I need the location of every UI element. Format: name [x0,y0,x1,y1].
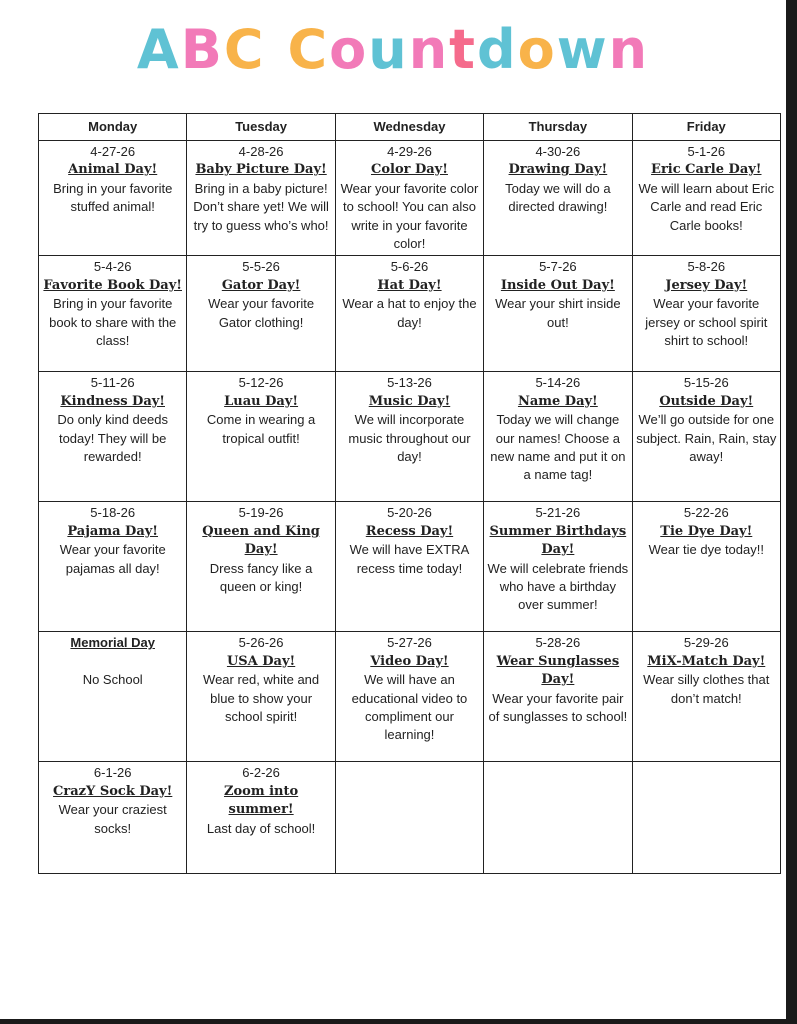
day-date: 4-28-26 [238,144,284,159]
day-date: 5-29-26 [683,635,729,651]
header-wednesday: Wednesday [335,114,483,141]
day-description: We will have an educational video to compliment our learning! [351,672,468,743]
title-letter: C [287,18,330,81]
title-letter: t [449,18,477,81]
day-date: 5-27-26 [387,635,432,651]
day-theme: MiX-Match Day! [647,653,766,669]
day-cell [187,502,335,632]
header-monday: Monday [39,114,187,141]
day-description: Wear your favorite Gator clothing! [208,296,315,330]
day-theme: Recess Day! [365,523,454,539]
week-row [39,372,781,502]
day-description: We’ll go outside for one subject. Rain, Rain, stay away! [636,412,777,465]
day-cell [187,256,335,372]
day-theme: Tie Dye Day! [660,523,753,539]
day-theme: CrazY Sock Day! [53,783,173,799]
week-row [39,632,781,762]
day-theme: USA Day! [226,653,296,669]
day-description: We will celebrate friends who have a birthday over summer! [487,560,629,613]
day-description: Bring in your favorite stuffed animal! [53,180,173,215]
day-description: We will learn about Eric Carle and read Eric Carle books! [638,180,775,233]
day-date: 5-4-26 [93,259,132,275]
day-cell [39,141,187,256]
title-letter: n [408,18,450,81]
day-description: Wear your favorite color to school! You can also write in your favorite color! [340,180,479,252]
title-letter: C [223,18,266,81]
day-theme: Color Day! [370,162,448,178]
day-cell [335,141,483,256]
day-cell [632,632,780,762]
day-description: Wear your craziest socks! [58,802,167,836]
day-cell [632,762,780,874]
day-date: 4-29-26 [387,144,432,159]
day-date: 5-11-26 [90,375,135,391]
day-cell [632,256,780,372]
day-description: Wear silly clothes that don’t match! [643,672,770,706]
day-description: Bring in a baby picture! Don’t share yet! We will try to guess who’s who! [193,180,329,233]
day-date: 6-1-26 [93,765,132,781]
week-row [39,502,781,632]
title-letter: d [476,18,518,81]
day-date: 4-27-26 [90,144,136,159]
day-cell [484,256,632,372]
day-cell [632,141,780,256]
header-thursday: Thursday [484,114,632,141]
day-cell [187,141,335,256]
day-theme: Summer Birthdays Day! [489,523,627,558]
day-cell [484,502,632,632]
day-theme: Name Day! [517,393,598,409]
day-cell [335,762,483,874]
day-cell [484,762,632,874]
day-theme: Luau Day! [224,393,299,409]
day-description: Wear a hat to enjoy the day! [342,296,477,330]
day-date: 5-12-26 [238,375,284,391]
day-cell [335,256,483,372]
day-description: Wear red, white and blue to show your school spirit! [203,672,320,725]
day-date: 5-7-26 [539,259,577,275]
day-cell [632,502,780,632]
day-description: Wear your shirt inside out! [495,296,621,330]
day-theme: Wear Sunglasses Day! [496,653,620,688]
day-description: No School [82,671,143,687]
day-cell [187,762,335,874]
day-cell [39,256,187,372]
day-theme: Favorite Book Day! [43,277,182,293]
day-theme: Zoom into summer! [223,783,299,818]
day-cell [335,502,483,632]
day-theme: Animal Day! [68,162,158,178]
title-letter: o [329,18,369,81]
day-date: 5-22-26 [683,505,729,521]
day-date: 5-19-26 [238,505,284,521]
day-theme: Music Day! [368,393,451,409]
day-description: Bring in your favorite book to share with the class! [49,296,177,349]
title-letter: A [136,18,181,81]
day-theme: Queen and King Day! [202,523,320,558]
day-theme: Hat Day! [377,277,442,293]
day-date: 5-14-26 [535,375,581,391]
header-tuesday: Tuesday [187,114,335,141]
day-theme: Inside Out Day! [500,277,615,293]
week-row [39,762,781,874]
day-cell [484,372,632,502]
day-date: 4-30-26 [535,144,581,159]
week-row [39,256,781,372]
day-cell [187,632,335,762]
day-theme: Gator Day! [221,277,301,293]
day-description: We will incorporate music throughout our day! [348,412,471,465]
day-date: 5-21-26 [535,505,581,521]
day-date: 5-18-26 [90,505,136,521]
title-letter: B [180,18,224,81]
day-description: Do only kind deeds today! They will be rewarded! [57,412,168,465]
day-cell [632,372,780,502]
day-date: 5-6-26 [390,259,429,275]
title-letter: w [556,18,609,81]
day-description: Today we will change our names! Choose a new name and put it on a name tag! [490,412,626,483]
day-theme: Memorial Day [70,635,155,651]
day-date: 5-20-26 [387,505,432,521]
day-cell [39,632,187,762]
day-theme: Baby Picture Day! [195,162,327,178]
day-theme: Pajama Day! [67,523,159,539]
day-date: 6-2-26 [242,765,280,781]
day-theme: Kindness Day! [60,393,165,409]
day-cell [335,632,483,762]
day-date: 5-1-26 [687,144,726,159]
countdown-calendar [38,113,781,874]
day-description: Wear your favorite pair of sunglasses to school! [488,690,628,725]
day-cell [335,372,483,502]
day-theme: Video Day! [370,653,449,669]
day-description: Wear your favorite jersey or school spirit shirt to school! [645,296,768,349]
day-theme: Drawing Day! [508,162,608,178]
day-date: 5-15-26 [683,375,729,391]
header-row [39,114,781,141]
title-letter: n [608,18,650,81]
day-cell [484,141,632,256]
day-description: Wear your favorite pajamas all day! [59,542,166,576]
day-description: Wear tie dye today!! [648,542,764,558]
day-date: 5-28-26 [535,635,581,651]
day-theme: Eric Carle Day! [651,162,762,178]
day-cell [39,502,187,632]
day-cell [39,372,187,502]
day-date: 5-5-26 [242,259,280,275]
day-description: Come in wearing a tropical outfit! [206,412,316,446]
day-description: Last day of school! [206,820,316,836]
title-letter: u [368,18,409,81]
day-description: We will have EXTRA recess time today! [349,542,470,576]
day-theme: Outside Day! [659,393,754,409]
page-title [0,18,786,81]
header-friday: Friday [632,114,780,141]
day-date: 5-26-26 [238,635,284,651]
week-row [39,141,781,256]
day-cell [484,632,632,762]
day-cell [39,762,187,874]
day-description: Today we will do a directed drawing! [505,180,611,215]
day-date: 5-13-26 [387,375,432,391]
day-theme: Jersey Day! [665,277,748,293]
day-description: Dress fancy like a queen or king! [209,560,313,595]
day-date: 5-8-26 [687,259,726,275]
day-cell [187,372,335,502]
title-letter: o [517,18,557,81]
